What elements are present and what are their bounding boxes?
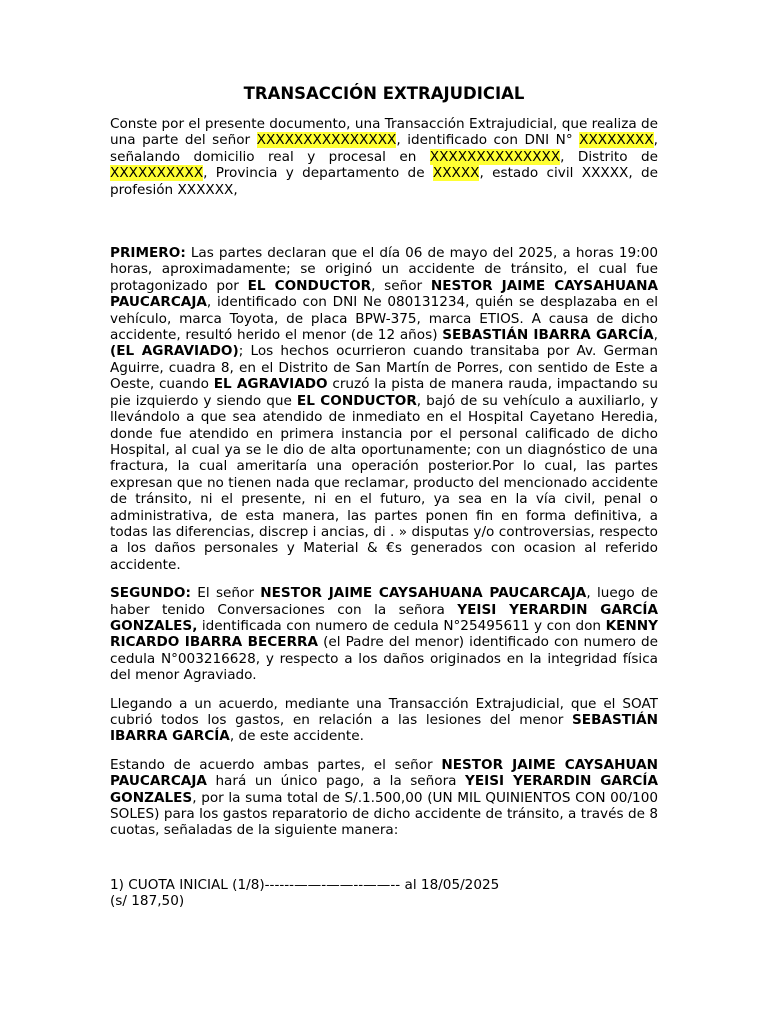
primero-paragraph <box>110 245 658 573</box>
redacted-dni: XXXXXXXX <box>579 132 654 149</box>
clause-text: , por la suma total de S/.1.500,00 (UN MIL QUINIENTOS CON 00/100 SOLES) para los gastos reparatorio de dicho accidente de tránsito, a través de 8 cuotas, señaladas de la siguiente manera: <box>110 789 658 839</box>
clause-label: PRIMERO: <box>110 245 186 262</box>
clause-text: El señor <box>190 585 261 602</box>
clause-text: Estando de acuerdo ambas partes, el señor <box>110 756 442 773</box>
party-name: EL CONDUCTOR <box>247 277 372 294</box>
party-name: KENNY RICARDO IBARRA BECERRA <box>110 617 658 651</box>
party-name: SEBASTIÁN IBARRA GARCÍA <box>110 712 658 745</box>
redacted-district: XXXXXXXXXX <box>110 165 204 182</box>
intro-text: , Distrito de <box>560 148 658 165</box>
clause-text: cruzó la pista de manera rauda, impactando su pie izquierdo y siendo que <box>110 376 658 409</box>
pago-paragraph <box>110 757 658 839</box>
clause-text: identificada con numero de cedula N°25495611 y con don <box>197 617 606 634</box>
party-name: SEBASTIÁN IBARRA GARCÍA <box>442 327 654 344</box>
intro-text: , Provincia y departamento de <box>203 165 433 182</box>
party-name: YEISI YERARDIN GARCÍA GONZALES <box>110 773 658 806</box>
party-name: NESTOR JAIME CAYSAHUANA PAUCARCAJA <box>110 277 659 311</box>
clause-text: Llegando a un acuerdo, mediante una Transacción Extrajudicial, que el SOAT cubrió todos los gastos, en relación a las lesiones del menor <box>110 695 658 728</box>
party-name: NESTOR JAIME CAYSAHUAN PAUCARCAJA <box>110 756 658 790</box>
clause-text: , luego de haber tenido Conversaciones con la señora <box>110 585 658 618</box>
party-name: EL CONDUCTOR <box>296 392 417 409</box>
document-body <box>110 84 658 910</box>
clause-label: SEGUNDO: <box>110 585 191 602</box>
redacted-address: XXXXXXXXXXXXXX <box>429 148 561 165</box>
intro-text: , identificado con DNI N° <box>396 132 580 149</box>
party-name: YEISI YERARDIN GARCÍA GONZALES, <box>110 601 658 634</box>
clause-text: (el Padre del menor) identificado con numero de cedula N°003216628, y respecto a los daños originados en la integridad física del menor Agraviado. <box>110 634 658 684</box>
intro-text: Conste por el presente documento, una Transacción Extrajudicial, que realiza de una parte del señor <box>110 116 658 149</box>
acuerdo-paragraph <box>110 696 658 745</box>
document-title: TRANSACCIÓN EXTRAJUDICIAL <box>243 84 525 103</box>
intro-text: , estado civil XXXXX, de profesión XXXXXX, <box>110 165 658 198</box>
clause-text: , señor <box>371 277 431 294</box>
party-name: EL AGRAVIADO <box>213 376 328 393</box>
clause-text: , identificado con DNI Ne 080131234, quién se desplazaba en el vehículo, marca Toyota, de placa BPW-375, marca ETIOS. A causa de dicho accidente, resultó herido el menor (de 12 años) <box>110 294 658 344</box>
redacted-name: XXXXXXXXXXXXXXX <box>256 132 397 149</box>
clause-text: , de este accidente. <box>229 728 364 745</box>
clause-text: ; Los hechos ocurrieron cuando transitaba por Av. German Aguirre, cuadra 8, en el Distrito de San Martín de Porres, con sentido de Este a Oeste, cuando <box>110 343 658 393</box>
intro-paragraph <box>110 116 658 198</box>
intro-text: , señalando domicilio real y procesal en <box>110 132 658 165</box>
clause-text: Las partes declaran que el día 06 de mayo del 2025, a horas 19:00 horas, aproximadamente; se originó un accidente de tránsito, el cual fue protagonizado por <box>110 245 658 294</box>
party-name: NESTOR JAIME CAYSAHUANA PAUCARCAJA <box>260 585 587 602</box>
cuota-amount: (s/ 187,50) <box>110 893 185 910</box>
segundo-paragraph <box>110 585 658 683</box>
redacted-department: XXXXX <box>432 165 480 182</box>
clause-text: , bajó de su vehículo a auxiliarlo, y llevándolo a que sea atendido de inmediato en el Hospital Cayetano Heredia, donde fue atendido en primera instancia por el personal calificado de dicho Hospital, al cual ya se le dio de alta oportunamente; con un diagnóstico de una fractura, la cual ameritaría una operación posterior.Por lo cual, las partes expresan que no tienen nada que reclamar, producto del mencionado accidente de tránsito, ni el presente, ni en el futuro, ya sea en la vía civil, penal o administrativa, de esta manera, las partes ponen fin en forma definitiva, a todas las diferencias, discrep i ancias, di . » disputas y/o controversias, respecto a los daños personales y Material & €s generados con ocasion al referido accidente. <box>110 392 659 573</box>
clause-text: hará un único pago, a la señora <box>206 773 466 790</box>
clause-text: , <box>653 327 658 344</box>
party-name: (EL AGRAVIADO) <box>110 343 239 360</box>
cuota-line: 1) CUOTA INICIAL (1/8)------——-——--——-- al 18/05/2025 <box>110 876 500 893</box>
